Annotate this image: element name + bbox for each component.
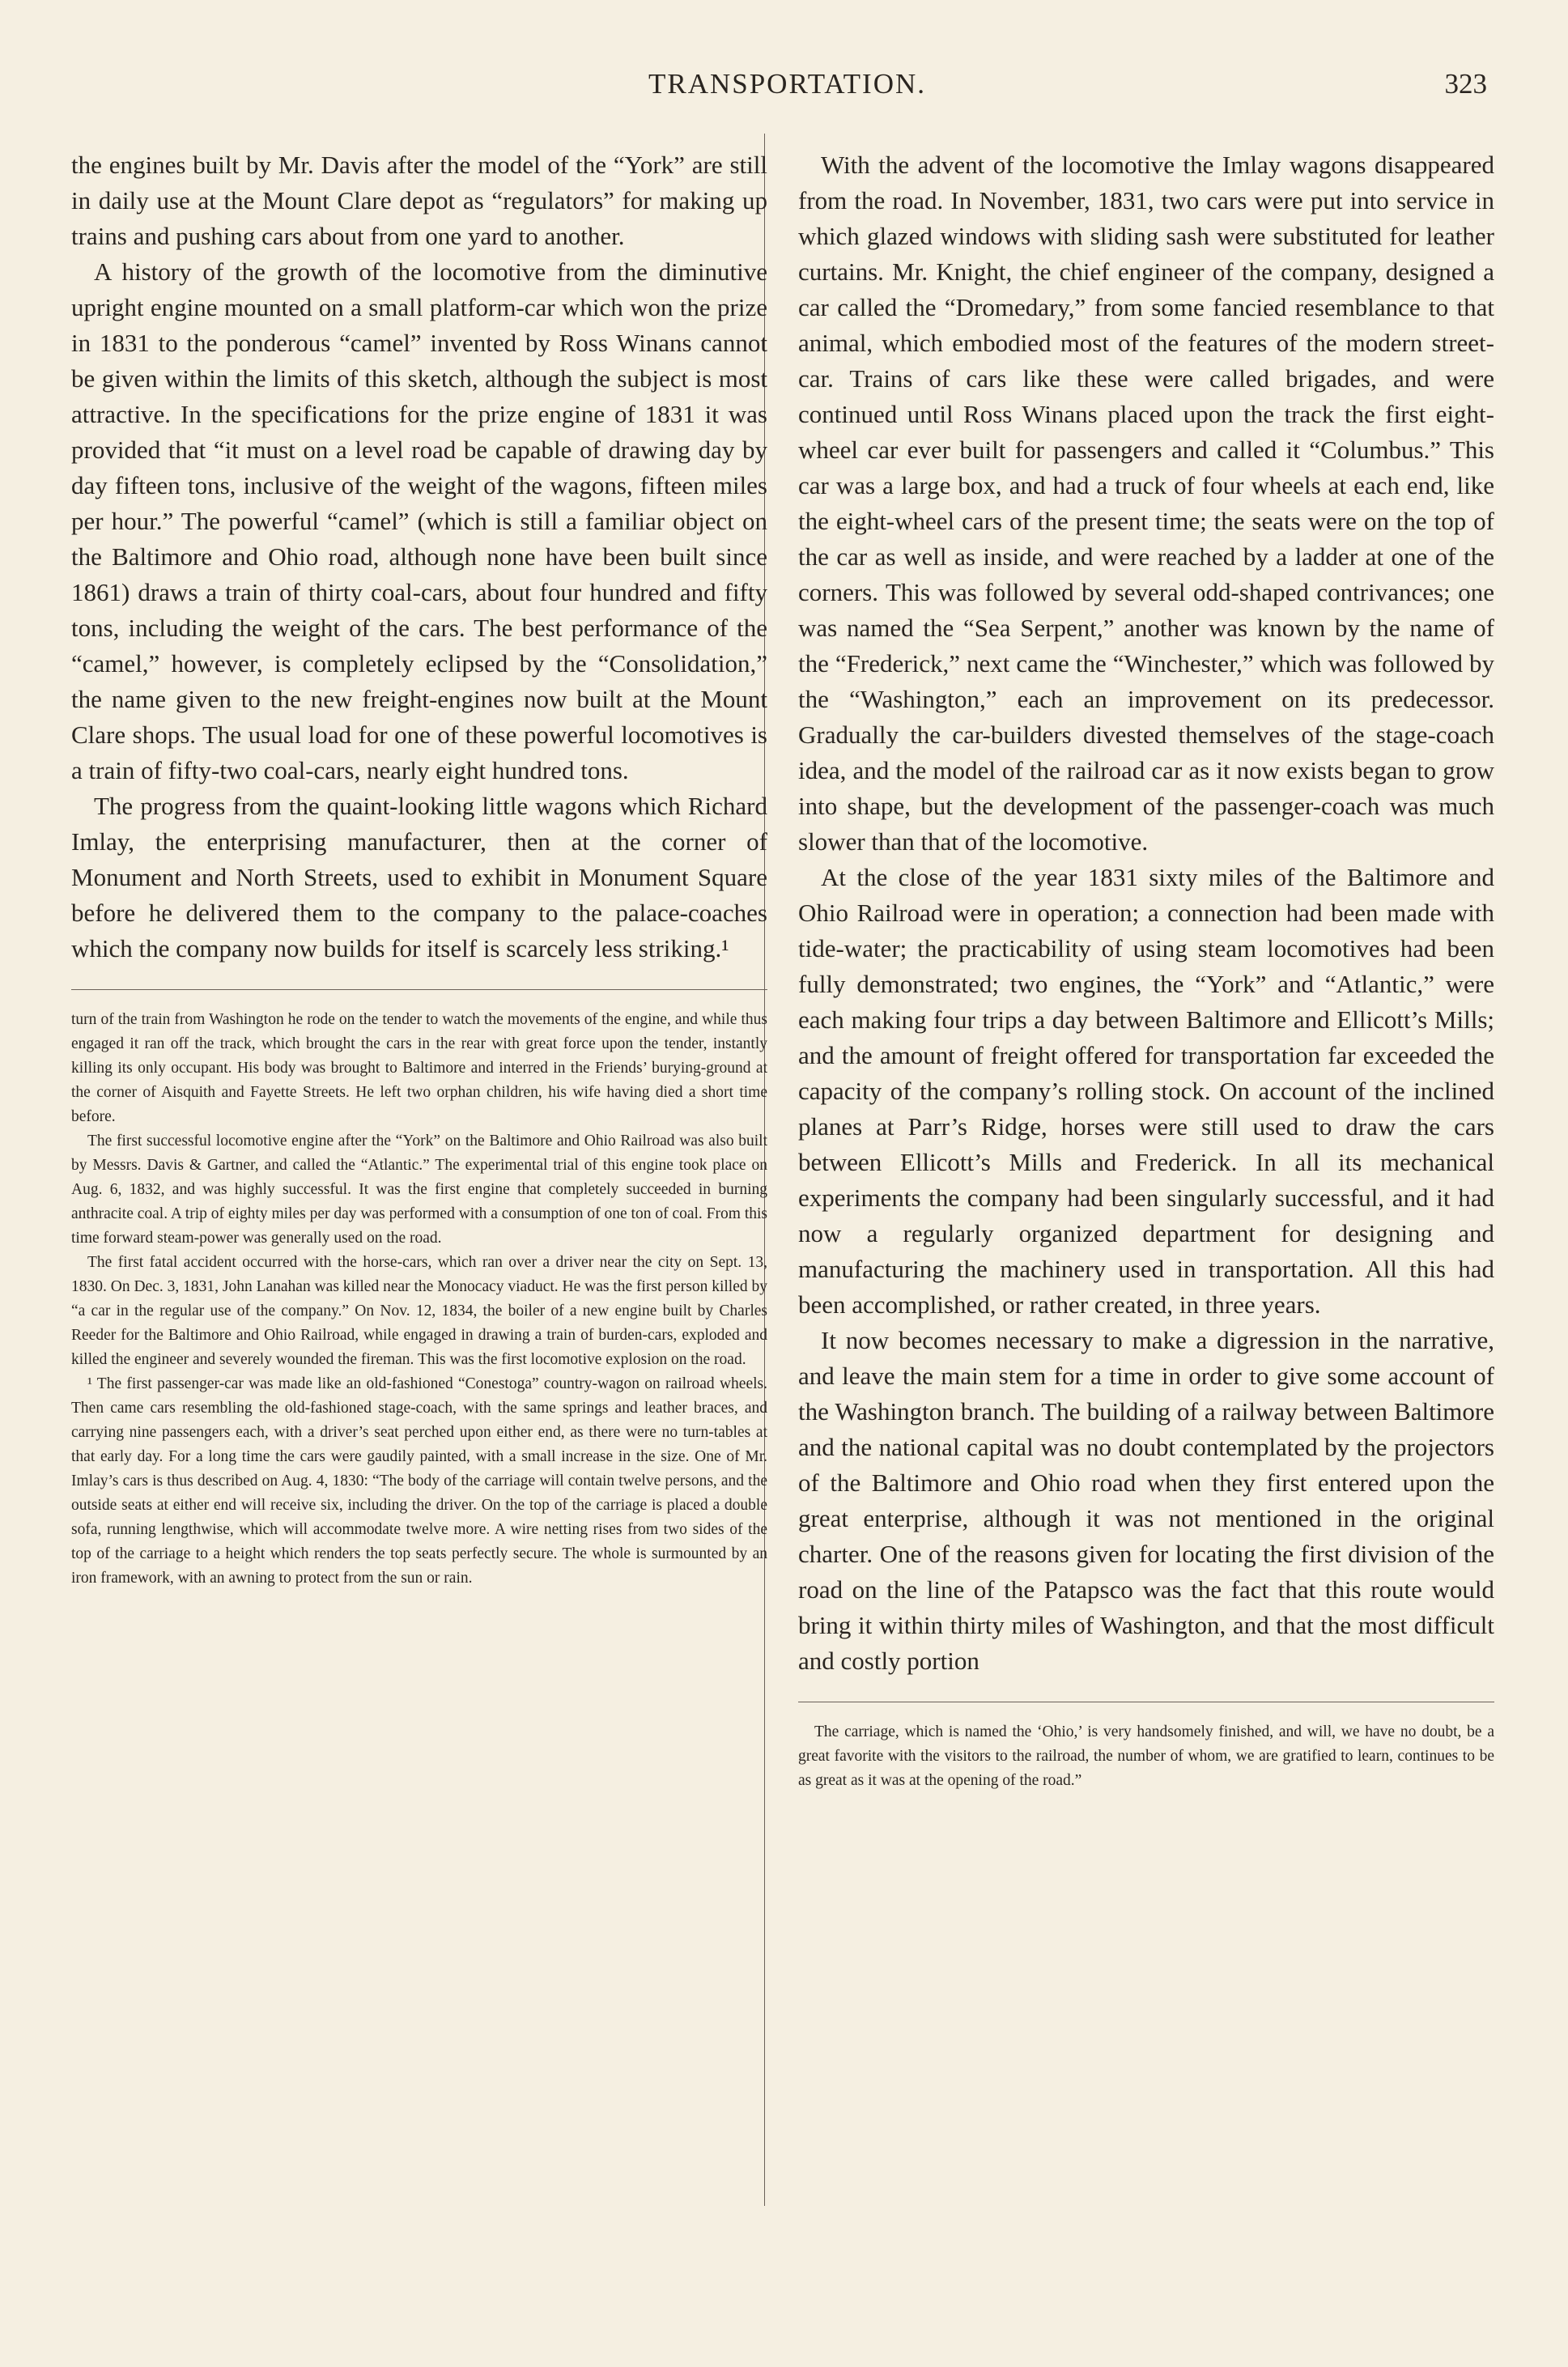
body-paragraph: With the advent of the locomotive the Imlay wagons disappeared from the road. In November, 1831, two cars were put into service in which glazed windows with sliding sash were substituted for leather curtains. Mr. Knight, the chief engineer of the company, designed a car called the “Dromedary,” from some fancied resemblance to that animal, which embodied most of the features of the modern street-car. Trains of cars like these were called brigades, and were continued until Ross Winans placed upon the track the first eight-wheel car ever built for passengers and called it “Columbus.” This car was a large box, and had a truck of four wheels at each end, like the eight-wheel cars of the present time; the seats were on the top of the car as well as inside, and were reached by a ladder at one of the corners. This was followed by several odd-shaped contrivances; one was named the “Sea Serpent,” another was known by the name of the “Frederick,” next came the “Winchester,” which was followed by the “Washington,” each an improvement on its predecessor. Gradually the car-builders divested themselves of the stage-coach idea, and the model of the railroad car as it now exists began to grow into shape, but the development of the passenger-coach was much slower than that of the locomotive. (798, 151, 1494, 856)
footnote-paragraph: The carriage, which is named the ‘Ohio,’ is very handsomely finished, and will, we have no doubt, be a great favorite with the visitors to the railroad, the number of whom, we are gratified to learn, continues to be as great as it was at the opening of the road.” (798, 1723, 1494, 1789)
body-paragraph: It now becomes necessary to make a digression in the narrative, and leave the main stem for a time in order to give some account of the Washington branch. The building of a railway between Baltimore and the national capital was no doubt contemplated by the projectors of the Baltimore and Ohio road when they first entered upon the great enterprise, although it was not mentioned in the original charter. One of the reasons given for locating the first division of the road on the line of the Patapsco was the fact that this route would bring it within thirty miles of Washington, and that the most difficult and costly portion (798, 1326, 1494, 1675)
footnote-paragraph: The first fatal accident occurred with the horse-cars, which ran over a driver near the city on Sept. 13, 1830. On Dec. 3, 1831, John Lanahan was killed near the Monocacy viaduct. He was the first person killed by “a car in the regular use of the company.” On Nov. 12, 1834, the boiler of a new engine built by Charles Reeder for the Baltimore and Ohio Railroad, while engaged in drawing a train of burden-cars, exploded and killed the engineer and severely wounded the fireman. This was the first locomotive explosion on the road. (71, 1254, 767, 1368)
body-paragraph: The progress from the quaint-looking little wagons which Richard Imlay, the enterprising manufacturer, then at the corner of Monument and North Streets, used to exhibit in Monument Square before he delivered them to the company to the palace-coaches which the company now builds for itself is scarcely less striking.¹ (71, 792, 767, 963)
body-paragraph: the engines built by Mr. Davis after the model of the “York” are still in daily use at the Mount Clare depot as “regulators” for making up trains and pushing cars about from one yard to another. (71, 151, 767, 250)
body-paragraph: A history of the growth of the locomotive from the diminutive upright engine mounted on a small platform-car which won the prize in 1831 to the ponderous “camel” invented by Ross Winans cannot be given within the limits of this sketch, although the subject is most attractive. In the specifications for the prize engine of 1831 it was provided that “it must on a level road be capable of drawing day by day fifteen tons, inclusive of the weight of the wagons, fifteen miles per hour.” The powerful “camel” (which is still a familiar object on the Baltimore and Ohio road, although none have been built since 1861) draws a train of thirty coal-cars, about four hundred and fifty tons, including the weight of the cars. The best performance of the “camel,” however, is completely eclipsed by the “Consolidation,” the name given to the new freight-engines now built at the Mount Clare shops. The usual load for one of these powerful locomotives is a train of fifty-two coal-cars, nearly eight hundred tons. (71, 257, 767, 784)
right-column (798, 147, 1494, 1793)
footnote-paragraph: ¹ The first passenger-car was made like an old-fashioned “Conestoga” country-wagon on railroad wheels. Then came cars resembling the old-fashioned stage-coach, with the same springs and leather braces, and carrying nine passengers each, with a driver’s seat perched upon either end, as there were no turn-tables at that early day. For a long time the cars were gaudily painted, with a small increase in the size. One of Mr. Imlay’s cars is thus described on Aug. 4, 1830: “The body of the carriage will contain twelve persons, and the outside seats at either end will receive six, including the driver. On the top of the carriage is placed a double sofa, running lengthwise, which will accommodate twelve more. A wire netting rises from two sides of the top of the carriage to a height which renders the top seats perfectly secure. The whole is surmounted by an iron framework, with an awning to protect from the sun or rain. (71, 1375, 767, 1587)
footnote-rule (71, 989, 767, 990)
page-number: 323 (1444, 68, 1487, 100)
page-header (71, 68, 1503, 117)
running-title: TRANSPORTATION. (648, 68, 927, 100)
footnote-paragraph: turn of the train from Washington he rode on the tender to watch the movements of the engine, and while thus engaged it ran off the track, which brought the cars in the rear with great force upon the tender, instantly killing its only occupant. His body was brought to Baltimore and interred in the Friends’ burying-ground at the corner of Aisquith and Fayette Streets. He left two orphan children, his wife having died a short time before. (71, 1011, 767, 1125)
footnote-paragraph: The first successful locomotive engine after the “York” on the Baltimore and Ohio Railroad was also built by Messrs. Davis & Gartner, and called the “Atlantic.” The experimental trial of this engine took place on Aug. 6, 1832, and was highly successful. It was the first engine that completely succeeded in burning anthracite coal. A trip of eighty miles per day was performed with a consumption of one ton of coal. From this time forward steam-power was generally used on the road. (71, 1133, 767, 1247)
body-paragraph: At the close of the year 1831 sixty miles of the Baltimore and Ohio Railroad were in operation; a connection had been made with tide-water; the practicability of using steam locomotives had been fully demonstrated; two engines, the “York” and “Atlantic,” were each making four trips a day between Baltimore and Ellicott’s Mills; and the amount of freight offered for transportation far exceeded the capacity of the company’s rolling stock. On account of the inclined planes at Parr’s Ridge, horses were still used to draw the cars between Ellicott’s Mills and Frederick. In all its mechanical experiments the company had been singularly successful, and it had now a regularly organized department for designing and manufacturing the machinery used in transportation. All this had been accomplished, or rather created, in three years. (798, 863, 1494, 1319)
left-column (71, 147, 767, 1591)
